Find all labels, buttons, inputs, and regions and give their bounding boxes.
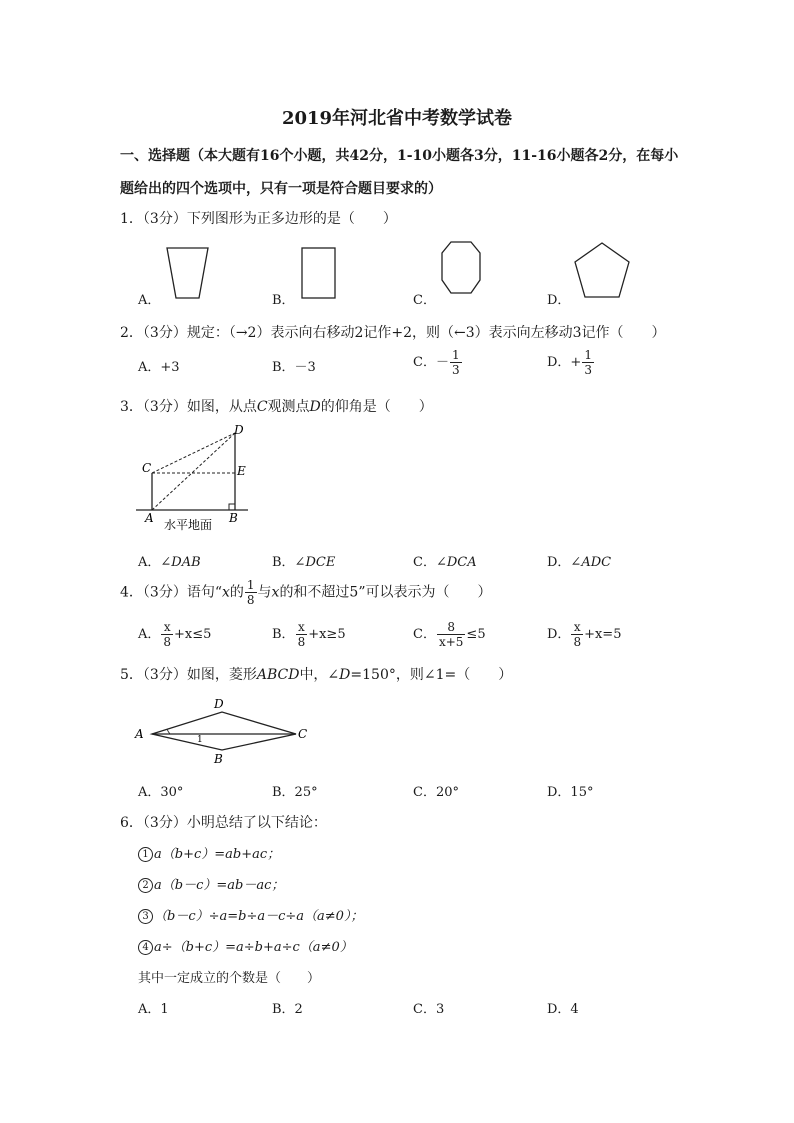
numerator: x [161, 620, 173, 635]
point-c-label: C [298, 727, 308, 741]
option-value: DCE [305, 555, 336, 570]
point-a-label: A [135, 727, 144, 741]
fraction [571, 620, 583, 649]
point-e-label: E [237, 464, 246, 478]
option-label: A．∠ [138, 555, 172, 570]
question-5-option-d[interactable]: D．15° [547, 785, 594, 800]
question-3-stem [120, 396, 433, 416]
conclusion-2 [138, 874, 284, 893]
option-label: D． [547, 627, 571, 642]
question-6-option-c[interactable]: C．3 [413, 1002, 445, 1017]
question-4-option-c[interactable] [413, 620, 486, 649]
denominator: 8 [246, 593, 255, 607]
stem-text: 的 [229, 584, 244, 601]
elevation-angle-figure [130, 422, 260, 534]
numerator: x [296, 620, 308, 635]
question-4-option-a[interactable] [138, 620, 211, 649]
question-3-option-c[interactable] [413, 551, 477, 570]
question-1-option-a[interactable]: A． [138, 293, 161, 308]
page-title: 2019年河北省中考数学试卷 [281, 108, 513, 129]
section-header-line2: 题给出的四个选项中，只有一项是符合题目要求的） [120, 181, 442, 197]
question-6-stem: 6．（3分）小明总结了以下结论： [120, 815, 327, 831]
conclusion-text: a（b－c）=ab－ac； [154, 878, 285, 893]
question-1-option-b[interactable]: B． [272, 293, 295, 308]
question-5-option-c[interactable]: C．20° [413, 785, 459, 800]
denominator: 8 [573, 635, 582, 649]
option-label: C．∠ [413, 555, 447, 570]
question-6-option-d[interactable]: D．4 [547, 1002, 579, 1017]
variable: x [221, 584, 230, 601]
question-1-option-c[interactable]: C． [413, 293, 436, 308]
circled-number: 4 [138, 940, 153, 955]
point-d-label: D [214, 697, 224, 711]
circled-number: 3 [138, 909, 153, 924]
conclusion-text: （b－c）÷a=b÷a－c÷a（a≠0）； [154, 909, 364, 924]
question-2-option-a[interactable]: A．+3 [138, 360, 180, 375]
stem-text: 观测点 [267, 399, 310, 415]
point-d-label: D [234, 423, 244, 437]
option-label: D．∠ [547, 555, 582, 570]
option-value: DAB [171, 555, 201, 570]
question-2-option-c[interactable] [413, 348, 463, 377]
fraction [582, 348, 594, 377]
option-rest: +x≤5 [174, 627, 212, 642]
question-4-option-d[interactable] [547, 620, 621, 649]
section-header-line1: 一、选择题（本大题有16个小题，共42分，1-10小题各3分，11-16小题各2分，在每小 [120, 148, 679, 164]
numerator: 1 [584, 348, 592, 362]
circled-number: 1 [138, 847, 153, 862]
trapezoid-figure [165, 246, 210, 300]
stem-text: 3．（3分）如图，从点 [120, 399, 257, 415]
stem-text: 4．（3分）语句“ [120, 584, 222, 601]
denominator: x+5 [438, 635, 464, 649]
conclusion-1 [138, 843, 280, 862]
option-c-prefix: C．－ [413, 355, 449, 370]
option-value: ADC [581, 555, 612, 570]
option-label: B．∠ [272, 555, 306, 570]
question-1-option-d[interactable]: D． [547, 293, 571, 308]
numerator: x [571, 620, 583, 635]
point-a-label: A [145, 511, 154, 525]
point-b-label: B [214, 752, 223, 764]
angle-label: D [339, 667, 351, 683]
conclusion-4 [138, 936, 353, 955]
question-1-stem: 1．（3分）下列图形为正多边形的是（ ） [120, 211, 397, 227]
question-4-option-b[interactable] [272, 620, 346, 649]
fraction [296, 620, 308, 649]
question-4-stem [120, 578, 492, 607]
stem-text: =150°，则∠1=（ ） [350, 667, 513, 683]
option-value: DCA [446, 555, 477, 570]
option-rest: +x≥5 [308, 627, 346, 642]
question-6-ask: 其中一定成立的个数是（ ） [138, 971, 321, 986]
question-6-option-b[interactable]: B．2 [272, 1002, 303, 1017]
rectangle-figure [300, 246, 338, 300]
question-5-stem [120, 664, 512, 684]
point-b-label: B [229, 511, 238, 525]
point-label: C [256, 399, 268, 415]
numerator: 1 [451, 348, 460, 362]
stem-text: 的仰角是（ ） [320, 399, 433, 415]
option-label: A． [138, 627, 161, 642]
ground-caption: 水平地面 [164, 518, 213, 532]
question-2-option-d[interactable] [547, 348, 595, 377]
octagon-figure [440, 240, 482, 296]
question-5-option-b[interactable]: B．25° [272, 785, 318, 800]
point-label: D [309, 399, 321, 415]
fraction [161, 620, 173, 649]
denominator: 8 [163, 635, 172, 649]
stem-text: 中，∠ [299, 667, 340, 683]
question-2-stem: 2．（3分）规定：（→2）表示向右移动2记作+2，则（←3）表示向左移动3记作（ ） [120, 325, 666, 341]
question-3-option-d[interactable] [547, 551, 611, 570]
question-6-option-a[interactable]: A．1 [138, 1002, 169, 1017]
conclusion-3 [138, 905, 363, 924]
question-3-option-a[interactable] [138, 551, 201, 570]
point-c-label: C [142, 461, 152, 475]
stem-text: 的和不超过5”可以表示为（ ） [279, 584, 492, 601]
fraction [245, 578, 257, 607]
option-label: B． [272, 627, 295, 642]
conclusion-text: a（b+c）=ab+ac； [154, 847, 281, 862]
denominator: 3 [584, 363, 592, 377]
variable: x [271, 584, 280, 601]
option-rest: ≤5 [466, 627, 486, 642]
numerator: 8 [437, 620, 465, 635]
question-5-option-a[interactable]: A．30° [138, 785, 184, 800]
option-rest: +x=5 [584, 627, 622, 642]
option-label: C． [413, 627, 436, 642]
question-2-option-b[interactable]: B．－3 [272, 360, 316, 375]
denominator: 3 [451, 363, 460, 377]
fraction [450, 348, 462, 377]
question-3-option-b[interactable] [272, 551, 335, 570]
numerator: 1 [246, 578, 255, 592]
option-d-prefix: D．+ [547, 355, 582, 370]
pentagon-figure [572, 240, 632, 300]
stem-text: 5．（3分）如图，菱形 [120, 667, 257, 683]
stem-text: 与 [257, 584, 272, 601]
angle-1-label: 1 [197, 735, 203, 745]
denominator: 8 [297, 635, 306, 649]
circled-number: 2 [138, 878, 153, 893]
conclusion-text: a÷（b+c）=a÷b+a÷c（a≠0） [154, 940, 353, 955]
rhombus-figure [130, 694, 320, 764]
fraction [437, 620, 465, 649]
shape-label: ABCD [256, 667, 300, 683]
